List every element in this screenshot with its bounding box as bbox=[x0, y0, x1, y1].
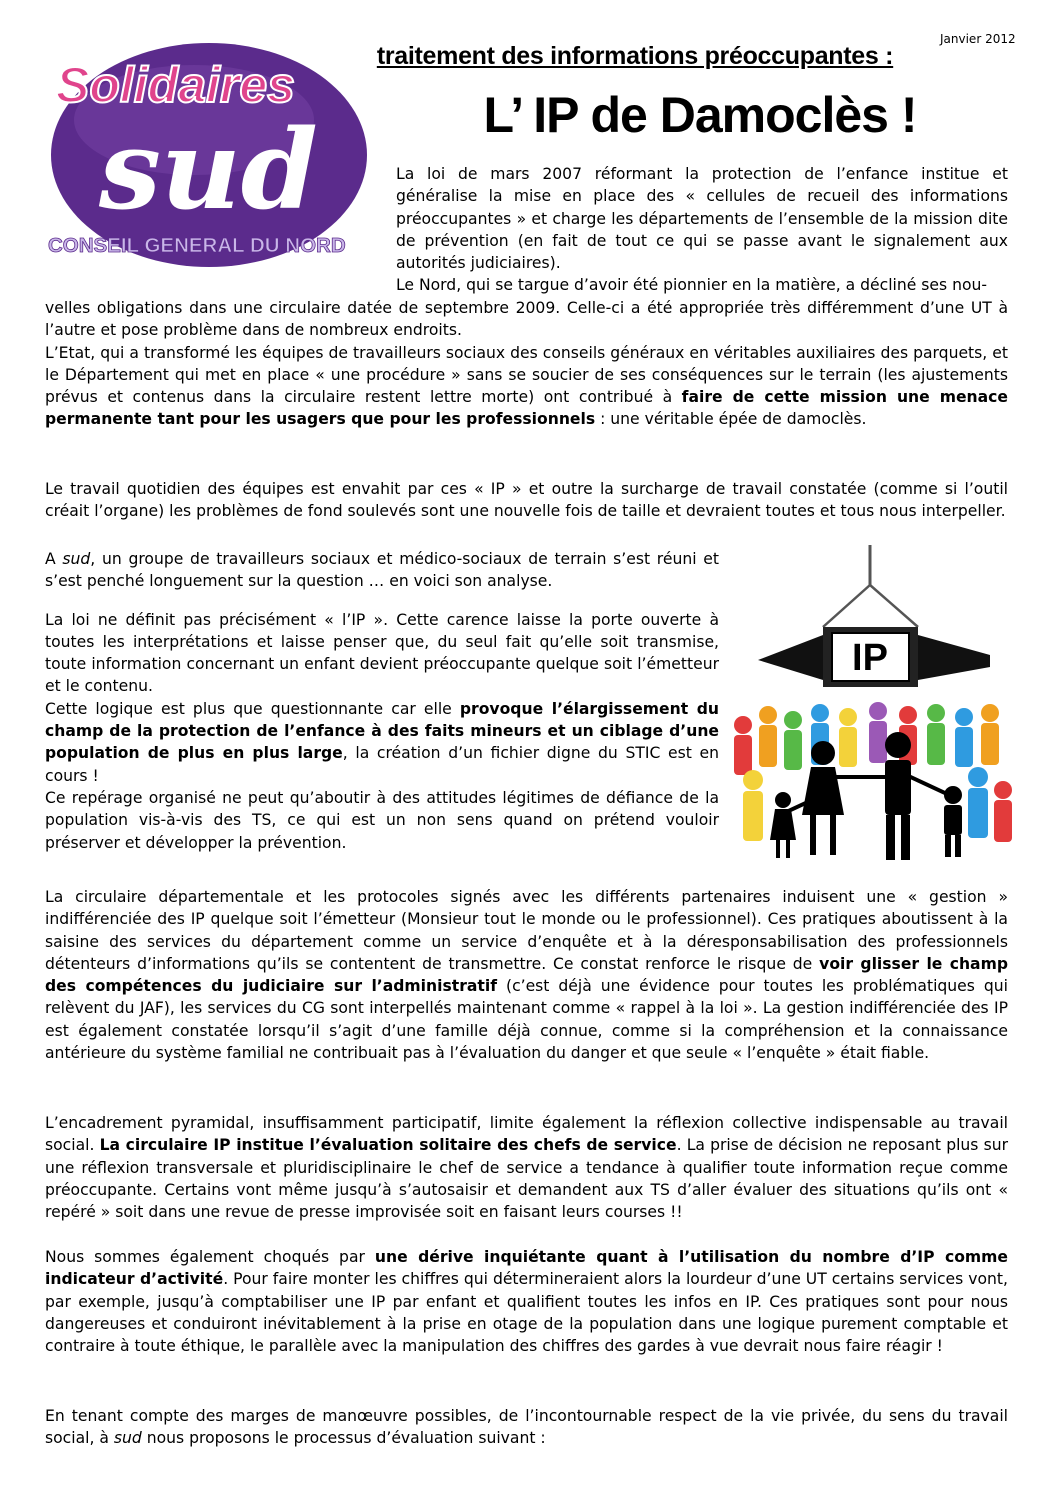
issue-date: Janvier 2012 bbox=[940, 32, 1016, 46]
kicker-title: traitement des informations préoccupantes : bbox=[376, 42, 894, 70]
sud-word: sud bbox=[62, 550, 91, 568]
paragraph-4-block bbox=[45, 478, 1008, 523]
sud-word-2: sud bbox=[113, 1429, 142, 1448]
section-1 bbox=[45, 297, 1008, 431]
paragraph-6: La loi ne définit pas précisément « l’IP ». Cette carence laisse la porte ouverte à toutes les interprétations et laisse penser que, du seul fait qu’elle soit transmise, toute information concernant un enfant devient préoccupante quelque soit l’émetteur et le contenu. bbox=[45, 610, 719, 696]
paragraph-2-end: velles obligations dans une circulaire datée de septembre 2009. Celle-ci a été appropriée très différemment d’une UT à l’autre et pose problème dans de nombreux endroits. bbox=[45, 299, 1008, 340]
emphasis-circulaire: La circulaire IP institue l’évaluation solitaire des chefs de service bbox=[99, 1136, 677, 1155]
paragraph-5: A sud, un groupe de travailleurs sociaux et médico-sociaux de terrain s’est réuni et s’est penché longuement sur la question … en voici son analyse. bbox=[45, 550, 719, 591]
paragraph-3: L’Etat, qui a transformé les équipes de travailleurs sociaux des conseils généraux en véritables auxiliaires des parquets, et le Département qui met en place « une procédure » sans se soucier de ses conséquences sur le terrain (les ajustements prévus et contenus dans la circulaire restent lettre morte) ont contribué à faire de cette mission une menace permanente tant pour les usagers que pour les professionnels : une véritable épée de damoclès. bbox=[45, 343, 1008, 429]
paragraph-2-start: Le Nord, qui se targue d’avoir été pionnier en la matière, a décliné ses nou- bbox=[396, 276, 988, 295]
headline: L’ IP de Damoclès ! bbox=[483, 87, 917, 143]
ip-sign-label: IP bbox=[852, 637, 888, 679]
logo-bottom-line: CONSEIL GENERAL DU NORD bbox=[48, 234, 346, 257]
section-6 bbox=[45, 1405, 1008, 1450]
section-2 bbox=[45, 548, 719, 854]
paragraph-9: La circulaire départementale et les protocoles signés avec les différents partenaires induisent une « gestion » indifférenciée des IP quelque soit l’émetteur (Monsieur tout le monde ou le professionnel). Ces pratiques aboutissent à la saisine des services du département comme un service d’enquête et à la déresponsabilisation des professionnels détenteurs d’informations qu’ils se contentent de transmettre. Ce constat renforce le risque de voir glisser le champ des compétences du judiciaire sur l’administratif (c’est déjà une évidence pour toutes les problématiques qui relèvent du JAF), les services du CG sont interpellés maintenant comme « rappel à la loi ». La gestion indifférenciée des IP est également constatée lorsqu’il s’agit d’une famille déjà connue, comme si la compréhension et la connaissance antérieure du système familial ne contribuait pas à l’évaluation du danger et que seule « l’enquête » était fiable. bbox=[45, 888, 1008, 1063]
paragraph-8: Ce repérage organisé ne peut qu’aboutir à des attitudes légitimes de défiance de la population vis-à-vis des TS, ce qui est un non sens quand on prétend vouloir préserver et développer la prévention. bbox=[45, 788, 719, 852]
section-5 bbox=[45, 1246, 1008, 1357]
section-4 bbox=[45, 1112, 1008, 1223]
intro-paragraph bbox=[396, 163, 1008, 297]
paragraph-10: L’encadrement pyramidal, insuffisamment participatif, limite également la réflexion collective indispensable au travail social. La circulaire IP institue l’évaluation solitaire des chefs de service. La prise de décision ne reposant plus sur une réflexion transversale et pluridisciplinaire le chef de service a tendance à qualifier toute information reçue comme préoccupante. Certains vont même jusqu’à s’autosaisir et demandent aux TS d’aller évaluer des situations qu’ils ont « repéré » soit dans une revue de presse improvisée soit en faisant leurs courses !! bbox=[45, 1114, 1008, 1222]
emphasis-indicateur: une dérive inquiétante quant à l’utilisation du nombre d’IP comme indicateur d’activité bbox=[45, 1248, 1008, 1289]
ip-sword-illustration bbox=[728, 545, 1013, 865]
logo-middle-word: sud bbox=[99, 105, 318, 234]
emphasis-judiciaire: voir glisser le champ des compétences du judiciaire sur l’administratif bbox=[45, 954, 1008, 996]
emphasis-elargissement: provoque l’élargissement du champ de la protection de l’enfance à des faits mineurs et un ciblage d’une population de plus en plus large bbox=[45, 699, 719, 763]
paragraph-4: Le travail quotidien des équipes est envahit par ces « IP » et outre la surcharge de travail constatée (comme si l’outil créait l’organe) les problèmes de fond soulevés sont une nouvelle fois de taille et devraient toutes et tous nous interpeller. bbox=[45, 480, 1008, 521]
paragraph-1: La loi de mars 2007 réformant la protection de l’enfance institue et généralise la mise en place des « cellules de recueil des informations préoccupantes » et charge les départements de l’ensemble de la mission dite de prévention (en fait de tout ce qui se passe avant le signalement aux autorités judiciaires). bbox=[396, 165, 1008, 273]
logo-top-word: Solidaires bbox=[56, 57, 295, 113]
section-3 bbox=[45, 886, 1008, 1064]
emphasis-menace: faire de cette mission une menace permanente tant pour les usagers que pour les professionnels bbox=[45, 388, 1008, 429]
paragraph-11: Nous sommes également choqués par une dérive inquiétante quant à l’utilisation du nombre d’IP comme indicateur d’activité. Pour faire monter les chiffres qui détermineraient alors la lourdeur d’une UT certains services vont, par exemple, jusqu’à comptabiliser une IP par enfant et qualifient toutes les infos en IP. Ces pratiques sont pour nous dangereuses et conduiront inévitablement à la prise en otage de la population dans une logique purement comptable et contraire à toute éthique, le parallèle avec la manipulation des chiffres des gardes à vue devrait nous faire réagir ! bbox=[45, 1248, 1008, 1356]
paragraph-12: En tenant compte des marges de manœuvre possibles, de l’incontournable respect de la vie privée, du sens du travail social, à sud nous proposons le processus d’évaluation suivant : bbox=[45, 1407, 1008, 1448]
paragraph-7: Cette logique est plus que questionnante car elle provoque l’élargissement du champ de la protection de l’enfance à des faits mineurs et un ciblage d’une population de plus en plus large, la création d’un fichier digne du STIC est en cours ! bbox=[45, 699, 719, 785]
sud-logo bbox=[44, 40, 374, 270]
